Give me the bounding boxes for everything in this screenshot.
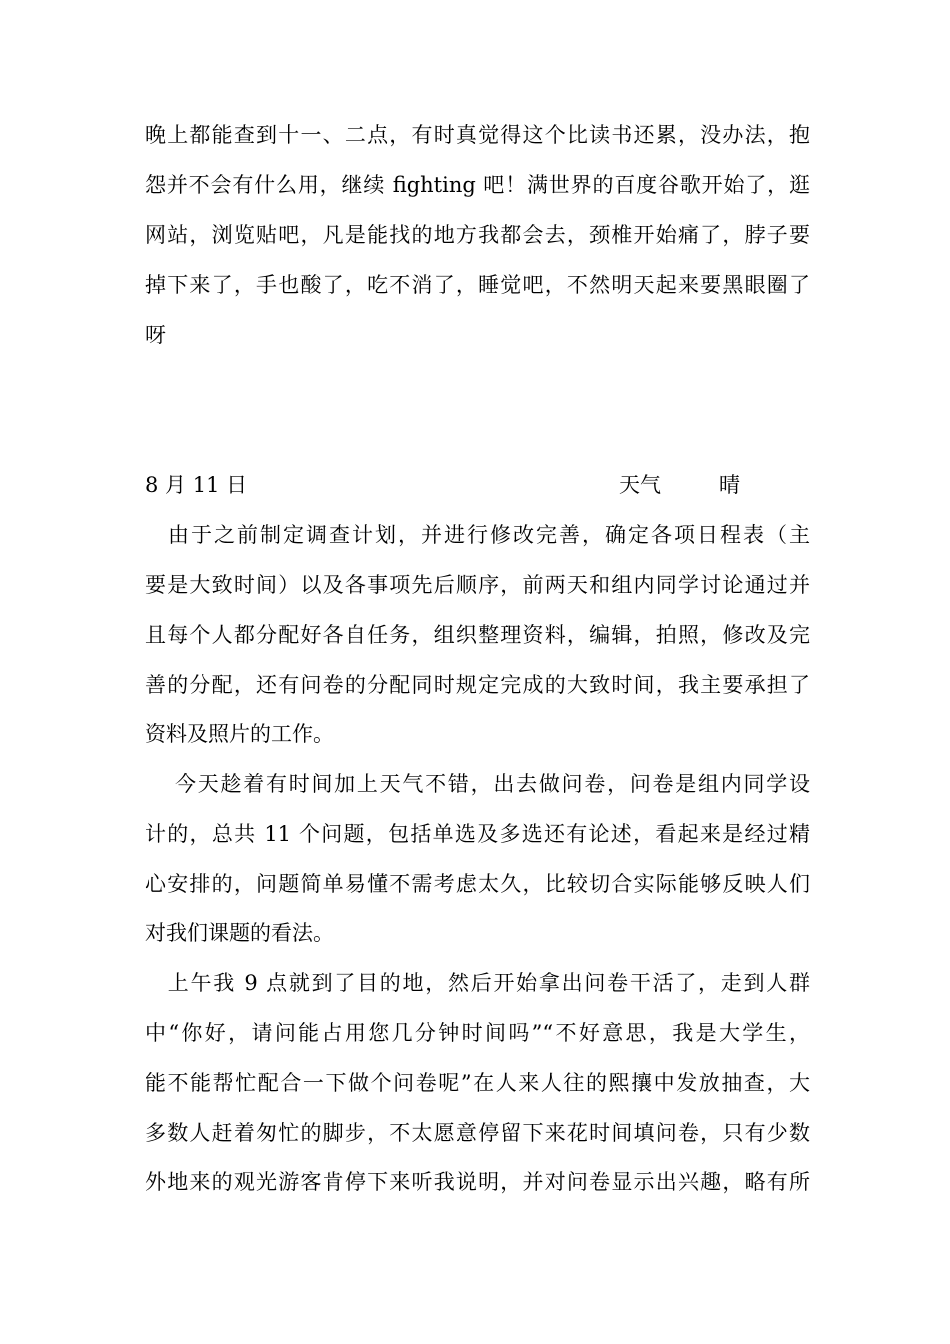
paragraph1-line-4: 掉下来了，手也酸了，吃不消了，睡觉吧，不然明天起来要黑眼圈了: [145, 273, 810, 297]
paragraph4-line-1: 上午我 9 点就到了目的地，然后开始拿出问卷干活了，走到人群: [145, 971, 810, 995]
paragraph1-line-1: 晚上都能查到十一、二点，有时真觉得这个比读书还累，没办法，抱: [145, 123, 810, 147]
paragraph2-line-3: 且每个人都分配好各自任务，组织整理资料，编辑，拍照，修改及完: [145, 623, 810, 647]
paragraph4-line-4: 多数人赶着匆忙的脚步，不太愿意停留下来花时间填问卷，只有少数: [145, 1121, 810, 1145]
paragraph4-line-5: 外地来的观光游客肯停下来听我说明，并对问卷显示出兴趣，略有所: [145, 1170, 810, 1194]
paragraph2-line-1: 由于之前制定调查计划，并进行修改完善，确定各项日程表（主: [145, 523, 810, 547]
entry-date: 8 月 11 日: [145, 473, 248, 497]
paragraph2-line-2: 要是大致时间）以及各事项先后顺序，前两天和组内同学讨论通过并: [145, 573, 810, 597]
paragraph4-line-2: 中“你好，请问能占用您几分钟时间吗”“不好意思，我是大学生，: [145, 1021, 810, 1045]
paragraph3-line-1: 今天趁着有时间加上天气不错，出去做问卷，问卷是组内同学设: [175, 772, 810, 796]
weather-label: 天气: [619, 473, 661, 497]
paragraph3-line-3: 心安排的，问题简单易懂不需考虑太久，比较切合实际能够反映人们: [145, 872, 810, 896]
paragraph2-line-5: 资料及照片的工作。: [145, 722, 334, 746]
paragraph4-line-3: 能不能帮忙配合一下做个问卷呢”在人来人往的熙攘中发放抽查，大: [145, 1071, 810, 1095]
paragraph1-line-5: 呀: [145, 323, 166, 347]
paragraph1-line-2: 怨并不会有什么用，继续 fighting 吧！满世界的百度谷歌开始了，逛: [145, 173, 810, 197]
paragraph1-line-3: 网站，浏览贴吧，凡是能找的地方我都会去，颈椎开始痛了，脖子要: [145, 223, 810, 247]
paragraph2-line-4: 善的分配，还有问卷的分配同时规定完成的大致时间，我主要承担了: [145, 673, 810, 697]
paragraph3-line-2: 计的，总共 11 个问题，包括单选及多选还有论述，看起来是经过精: [145, 822, 810, 846]
paragraph3-line-4: 对我们课题的看法。: [145, 921, 334, 945]
weather-value: 晴: [719, 473, 740, 497]
